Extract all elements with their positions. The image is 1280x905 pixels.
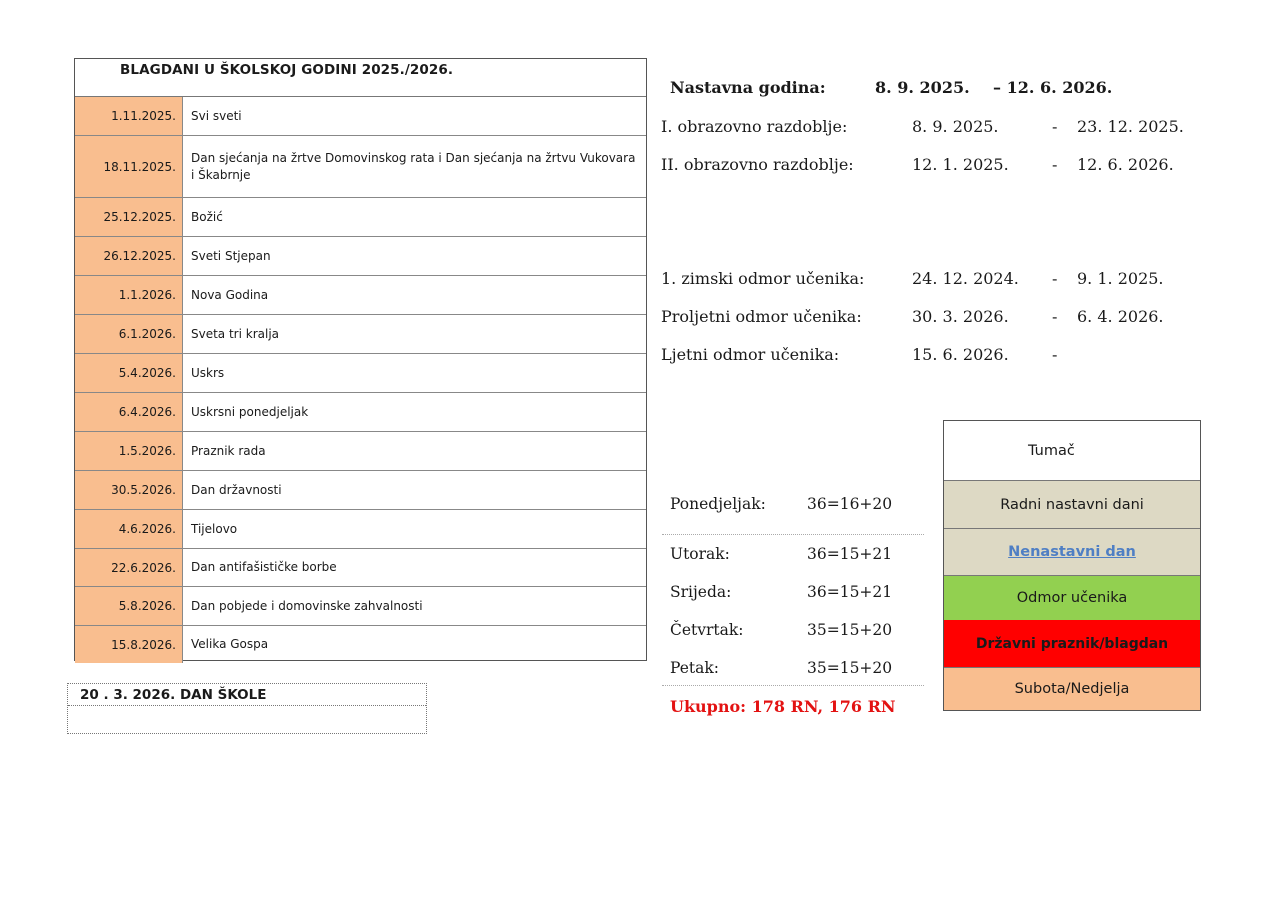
holiday-date: 15.8.2026.	[75, 626, 183, 663]
break-start: 24. 12. 2024.	[912, 269, 1019, 288]
holidays-table	[74, 58, 647, 661]
legend-item-weekend: Subota/Nedjelja	[944, 667, 1200, 710]
holiday-date: 1.11.2025.	[75, 97, 183, 135]
table-row	[75, 354, 646, 393]
school-year-label: Nastavna godina:	[670, 78, 826, 97]
day-count-label: Utorak:	[670, 545, 730, 563]
table-row	[75, 626, 646, 663]
holiday-date: 6.1.2026.	[75, 315, 183, 353]
table-row	[75, 393, 646, 432]
holiday-name: Velika Gospa	[191, 637, 269, 651]
break-dash: -	[1052, 307, 1058, 326]
day-count-value: 35=15+20	[807, 621, 893, 639]
period-start: 12. 1. 2025.	[912, 155, 1009, 174]
table-row	[75, 432, 646, 471]
holiday-date: 6.4.2026.	[75, 393, 183, 431]
school-year-start: 8. 9. 2025.	[875, 78, 970, 97]
break-end: 6. 4. 2026.	[1077, 307, 1164, 326]
period-dash: -	[1052, 117, 1058, 136]
period-dash: -	[1052, 155, 1058, 174]
break-dash: -	[1052, 269, 1058, 288]
holiday-date: 22.6.2026.	[75, 549, 183, 586]
holiday-date: 5.4.2026.	[75, 354, 183, 392]
holiday-name: Uskrs	[191, 365, 225, 380]
separator	[662, 534, 924, 535]
table-row	[75, 510, 646, 549]
day-count-label: Petak:	[670, 659, 719, 677]
legend-title: Tumač	[944, 421, 1200, 481]
break-label: Proljetni odmor učenika:	[661, 307, 862, 326]
legend-item-student-break: Odmor učenika	[944, 576, 1200, 620]
table-row	[75, 136, 646, 198]
holiday-date: 26.12.2025.	[75, 237, 183, 275]
school-year-end: – 12. 6. 2026.	[993, 78, 1113, 97]
holiday-name: Božić	[191, 209, 223, 224]
holiday-name: Sveta tri kralja	[191, 326, 280, 341]
period-end: 23. 12. 2025.	[1077, 117, 1184, 136]
day-count-value: 36=15+21	[807, 545, 893, 563]
holiday-date: 18.11.2025.	[75, 136, 183, 197]
break-start: 30. 3. 2026.	[912, 307, 1009, 326]
holiday-name: Praznik rada	[191, 443, 266, 458]
break-end: 9. 1. 2025.	[1077, 269, 1164, 288]
period-end: 12. 6. 2026.	[1077, 155, 1174, 174]
holiday-date: 25.12.2025.	[75, 198, 183, 236]
holiday-name: Svi sveti	[191, 108, 242, 123]
total-days: Ukupno: 178 RN, 176 RN	[670, 697, 896, 716]
day-count-value: 35=15+20	[807, 659, 893, 677]
holiday-name: Nova Godina	[191, 287, 269, 302]
period-start: 8. 9. 2025.	[912, 117, 999, 136]
holiday-name: Dan sjećanja na žrtve Domovinskog rata i Dan sjećanja na žrtvu Vukovara i Škabrnje	[191, 150, 636, 182]
holiday-name: Dan antifašističke borbe	[191, 560, 337, 574]
period-label: II. obrazovno razdoblje:	[661, 155, 854, 174]
legend-item-working-days: Radni nastavni dani	[944, 481, 1200, 529]
break-label: Ljetni odmor učenika:	[661, 345, 840, 364]
school-day-label: 20 . 3. 2026. DAN ŠKOLE	[68, 684, 426, 706]
separator	[662, 685, 924, 686]
holiday-name: Sveti Stjepan	[191, 248, 271, 263]
holiday-date: 30.5.2026.	[75, 471, 183, 509]
holiday-name: Uskrsni ponedjeljak	[191, 404, 309, 419]
table-row	[75, 237, 646, 276]
day-count-label: Ponedjeljak:	[670, 495, 766, 513]
break-dash: -	[1052, 345, 1058, 364]
day-count-value: 36=15+21	[807, 583, 893, 601]
table-row	[75, 276, 646, 315]
holidays-title: BLAGDANI U ŠKOLSKOJ GODINI 2025./2026.	[75, 59, 646, 97]
period-label: I. obrazovno razdoblje:	[661, 117, 848, 136]
table-row	[75, 471, 646, 510]
holiday-name: Dan državnosti	[191, 482, 282, 497]
day-count-label: Srijeda:	[670, 583, 732, 601]
table-row	[75, 198, 646, 237]
day-count-label: Četvrtak:	[670, 621, 744, 639]
holiday-name: Tijelovo	[191, 521, 238, 536]
break-start: 15. 6. 2026.	[912, 345, 1009, 364]
table-row	[75, 97, 646, 136]
school-day-box	[67, 683, 427, 734]
holiday-date: 1.5.2026.	[75, 432, 183, 470]
table-row	[75, 587, 646, 626]
day-count-value: 36=16+20	[807, 495, 893, 513]
legend-item-public-holiday: Državni praznik/blagdan	[944, 620, 1200, 667]
holiday-name: Dan pobjede i domovinske zahvalnosti	[191, 598, 423, 613]
holiday-date: 4.6.2026.	[75, 510, 183, 548]
legend	[943, 420, 1201, 711]
table-row	[75, 315, 646, 354]
legend-item-non-teaching-day[interactable]: Nenastavni dan	[944, 529, 1200, 576]
holiday-date: 1.1.2026.	[75, 276, 183, 314]
table-row	[75, 549, 646, 587]
holiday-date: 5.8.2026.	[75, 587, 183, 625]
break-label: 1. zimski odmor učenika:	[661, 269, 865, 288]
